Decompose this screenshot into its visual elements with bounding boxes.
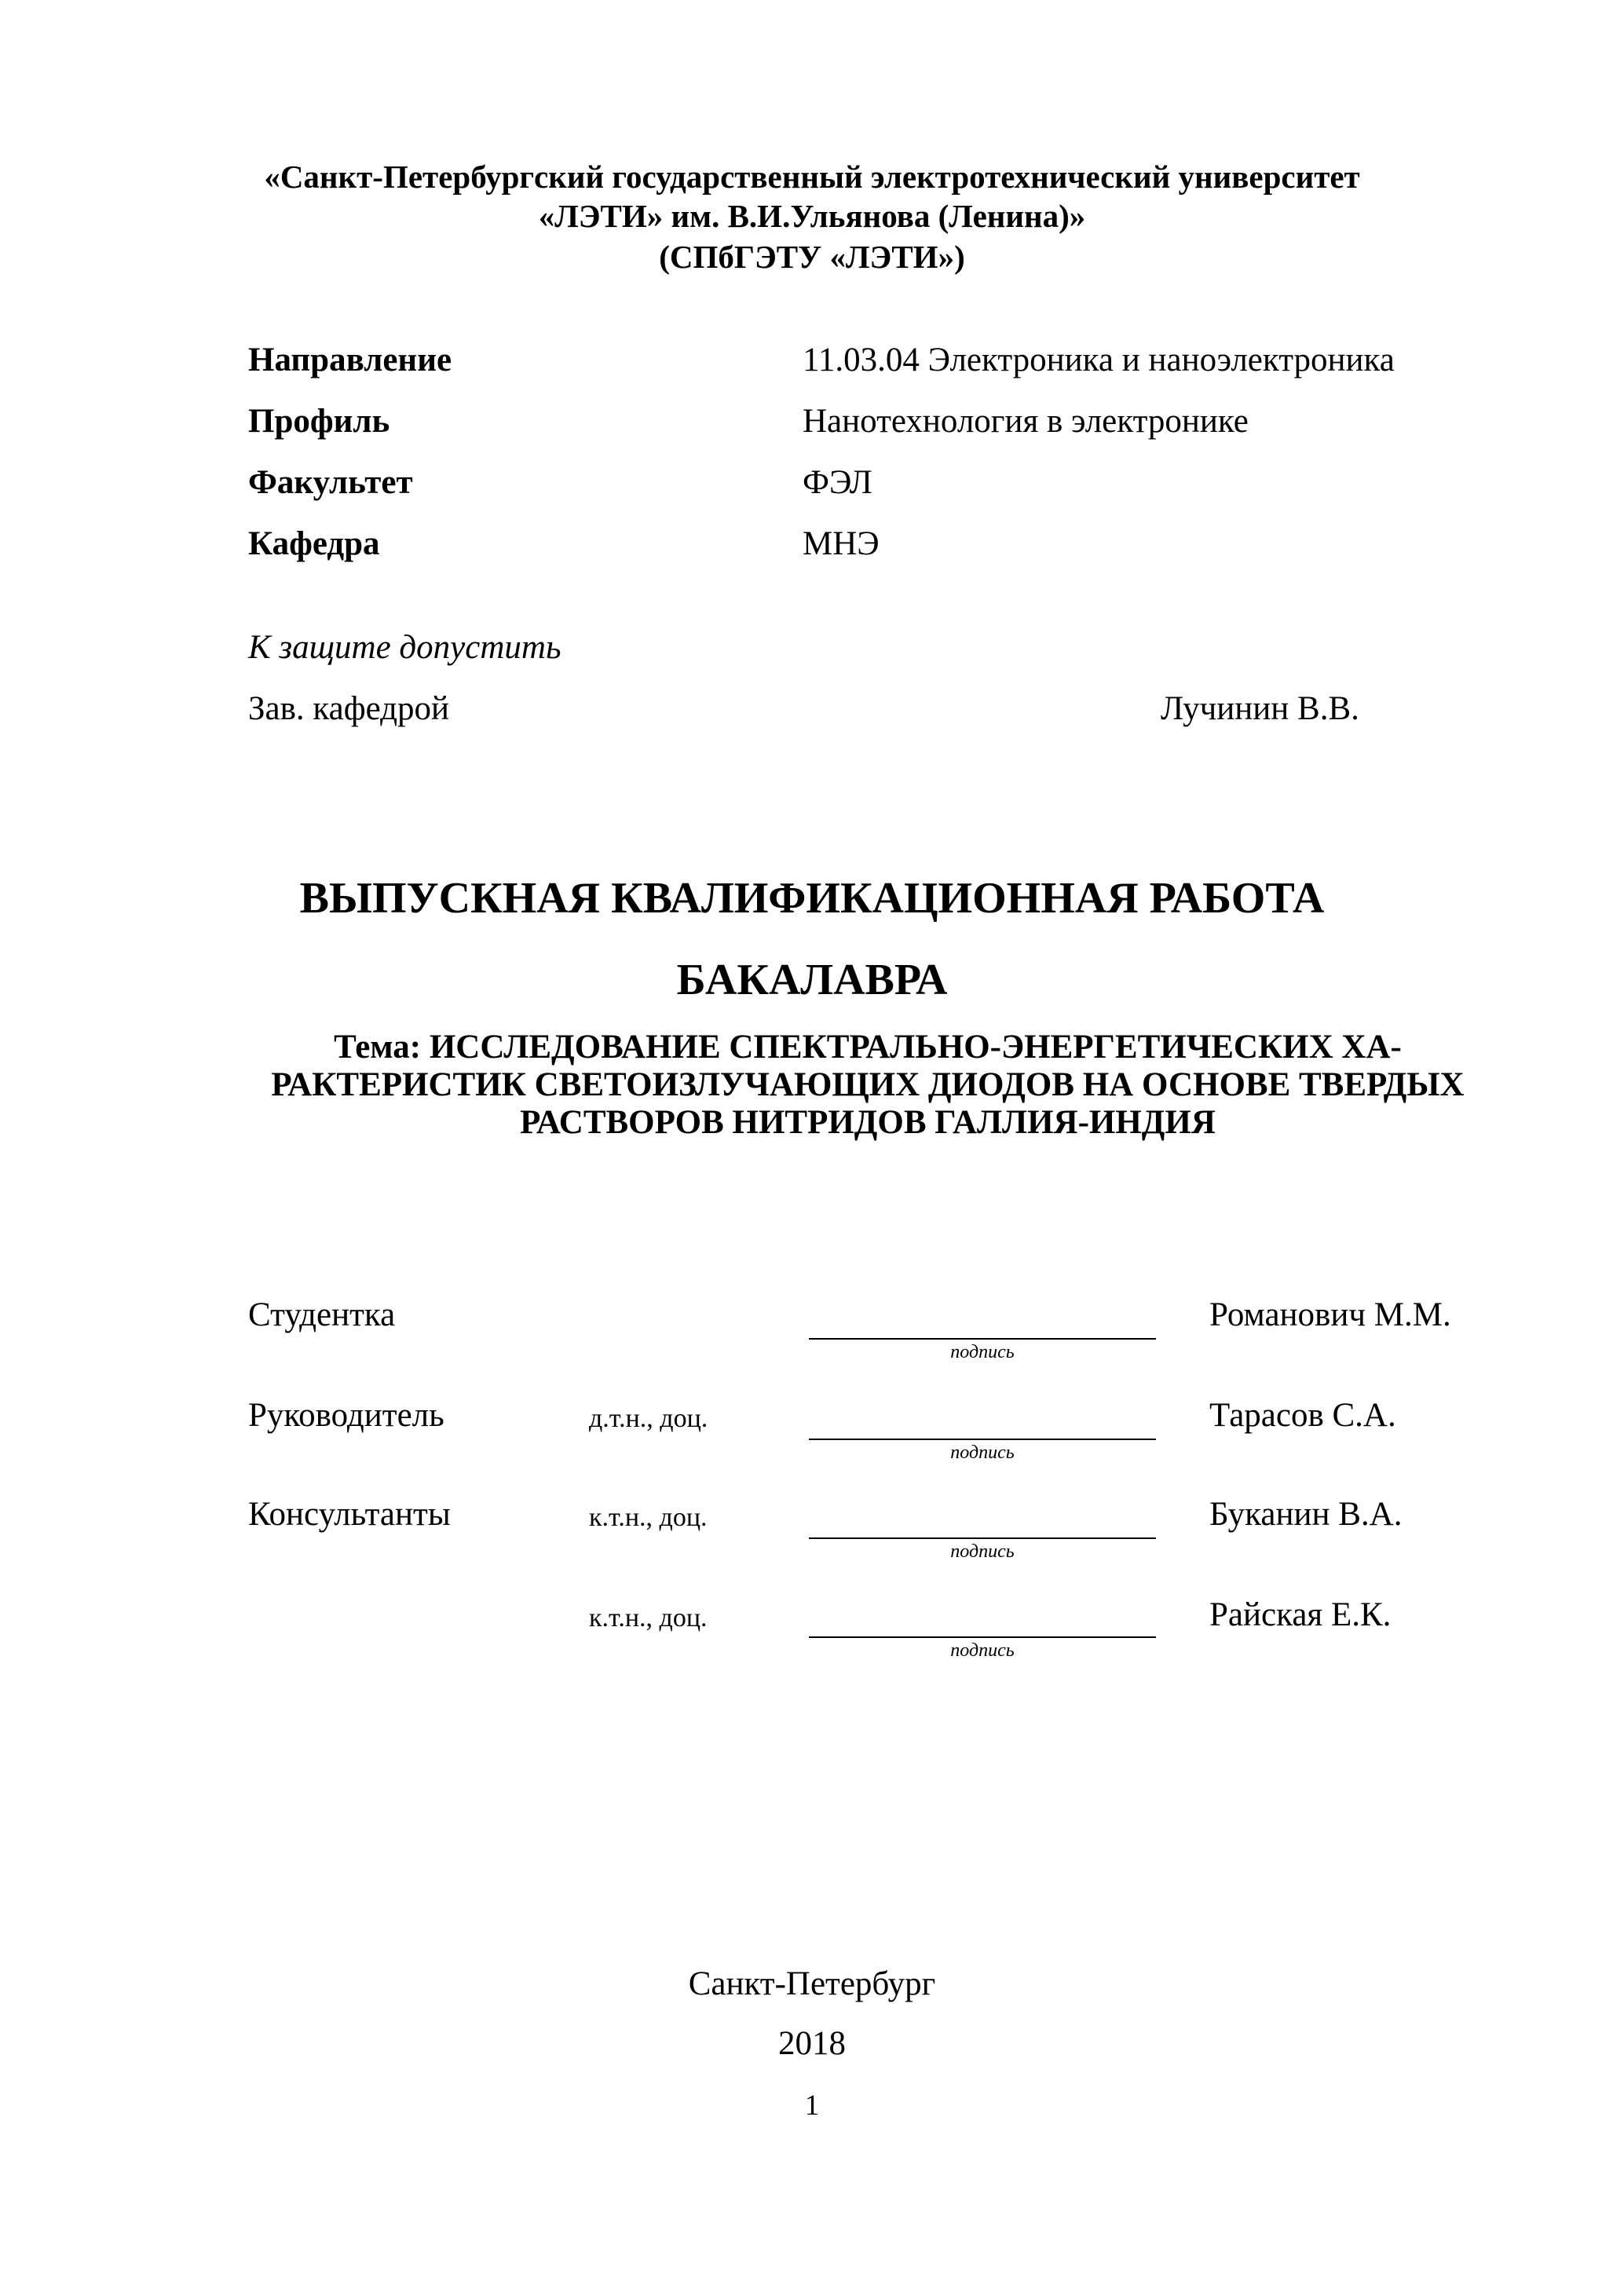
work-title-line1: ВЫПУСКНАЯ КВАЛИФИКАЦИОННАЯ РАБОТА: [299, 874, 1325, 923]
direction-label: Направление: [248, 342, 452, 378]
signature-name: Тарасов С.А.: [1209, 1397, 1396, 1434]
signature-name: Романович М.М.: [1209, 1296, 1451, 1333]
profile-label: Профиль: [248, 403, 390, 440]
work-title-line2: БАКАЛАВРА: [676, 956, 948, 1004]
department-value: МНЭ: [803, 525, 880, 562]
signature-line: [809, 1636, 1156, 1638]
signature-caption: подпись: [950, 1640, 1015, 1661]
signature-name: Буканин В.А.: [1209, 1496, 1403, 1533]
work-topic: Тема: ИССЛЕДОВАНИЕ СПЕКТРАЛЬНО-ЭНЕРГЕТИЧЕСКИХ ХА-РАКТЕРИСТИК СВЕТОИЗЛУЧАЮЩИХ ДИОДОВ НА ОСНОВЕ ТВЕРДЫХ РАСТВОРОВ НИТРИДОВ ГАЛЛИЯ-ИНДИЯ: [271, 1029, 1465, 1141]
signature-line: [809, 1439, 1156, 1440]
university-name-line2: «ЛЭТИ» им. В.И.Ульянова (Ленина)»: [538, 198, 1086, 234]
faculty-label: Факультет: [248, 464, 413, 501]
department-head-label: Зав. кафедрой: [248, 690, 450, 727]
signature-role: Студентка: [248, 1296, 396, 1333]
signature-role: Руководитель: [248, 1397, 444, 1434]
profile-value: Нанотехнология в электронике: [803, 403, 1249, 440]
signature-degree: к.т.н., доц.: [589, 1503, 708, 1532]
signature-degree: к.т.н., доц.: [589, 1603, 708, 1632]
signature-caption: подпись: [950, 1442, 1015, 1463]
signature-name: Райская Е.К.: [1209, 1596, 1392, 1633]
university-name-line1: «Санкт-Петербургский государственный электротехнический университет: [264, 159, 1360, 195]
signature-line: [809, 1338, 1156, 1340]
department-label: Кафедра: [248, 525, 380, 562]
department-head-name: Лучинин В.В.: [1161, 690, 1359, 727]
faculty-value: ФЭЛ: [803, 464, 872, 501]
signature-degree: д.т.н., доц.: [589, 1404, 708, 1433]
signature-caption: подпись: [950, 1342, 1015, 1362]
city: Санкт-Петербург: [688, 1965, 936, 2002]
university-abbreviation: (СПбГЭТУ «ЛЭТИ»): [659, 239, 965, 275]
signature-line: [809, 1537, 1156, 1539]
year: 2018: [778, 2025, 846, 2062]
signature-role: Консультанты: [248, 1496, 451, 1533]
defense-approval-text: К защите допустить: [248, 629, 561, 666]
direction-value: 11.03.04 Электроника и наноэлектроника: [803, 342, 1395, 378]
signature-caption: подпись: [950, 1541, 1015, 1562]
page-number: 1: [804, 2089, 820, 2122]
